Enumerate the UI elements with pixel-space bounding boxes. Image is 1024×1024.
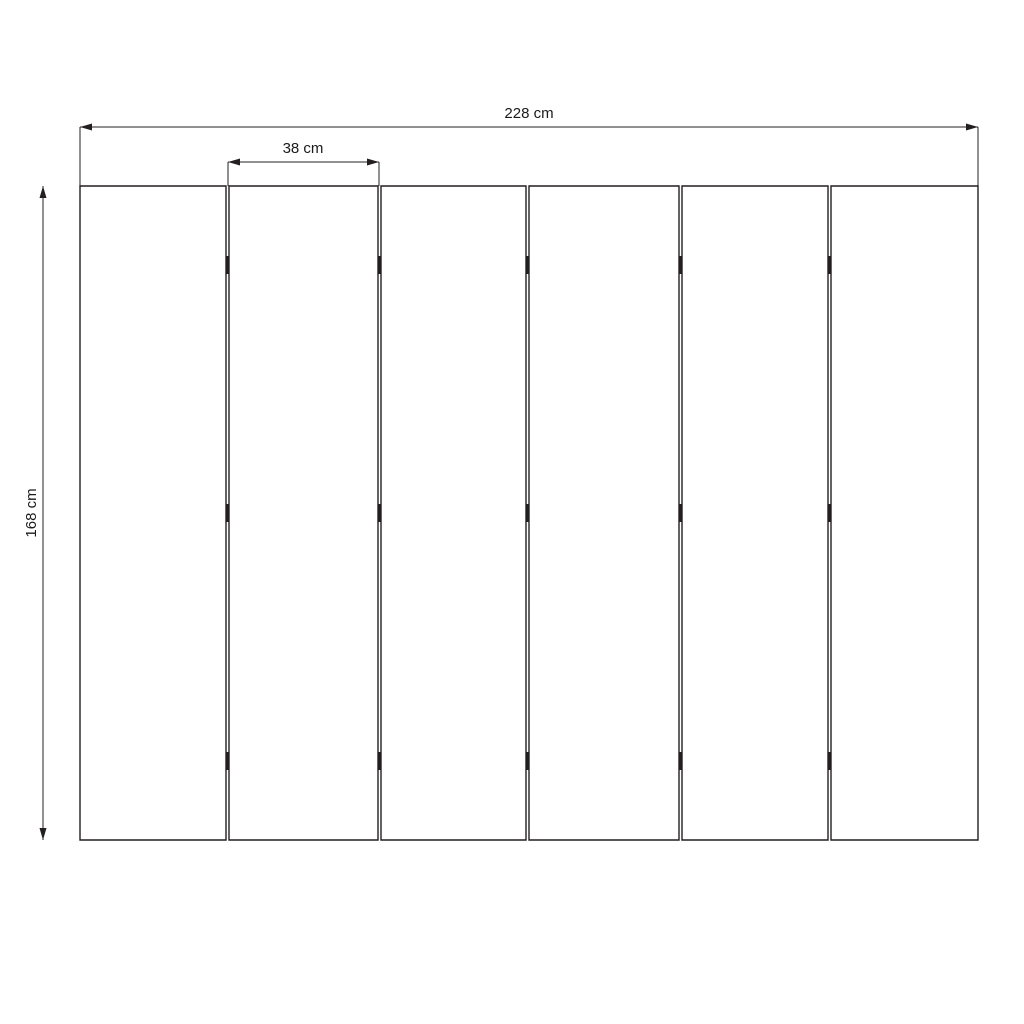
width-arrow-right: [966, 124, 978, 131]
overall-height-label: 168 cm: [23, 488, 40, 538]
overall-width-label: 228 cm: [504, 105, 554, 122]
panel-4[interactable]: [529, 186, 679, 840]
overall-height-dimension: [23, 186, 47, 840]
panel-2[interactable]: [229, 186, 378, 840]
height-arrow-bottom: [40, 828, 47, 840]
panel-5[interactable]: [682, 186, 828, 840]
panel-1[interactable]: [80, 186, 226, 840]
panel-width-arrow-left: [228, 159, 240, 166]
height-arrow-top: [40, 186, 47, 198]
panel-width-dimension: [228, 140, 379, 186]
panel-width-label: 38 cm: [282, 140, 324, 157]
width-arrow-left: [80, 124, 92, 131]
panel-3[interactable]: [381, 186, 526, 840]
panel-width-arrow-right: [367, 159, 379, 166]
panel-6[interactable]: [831, 186, 978, 840]
overall-width-dimension: [80, 105, 978, 186]
